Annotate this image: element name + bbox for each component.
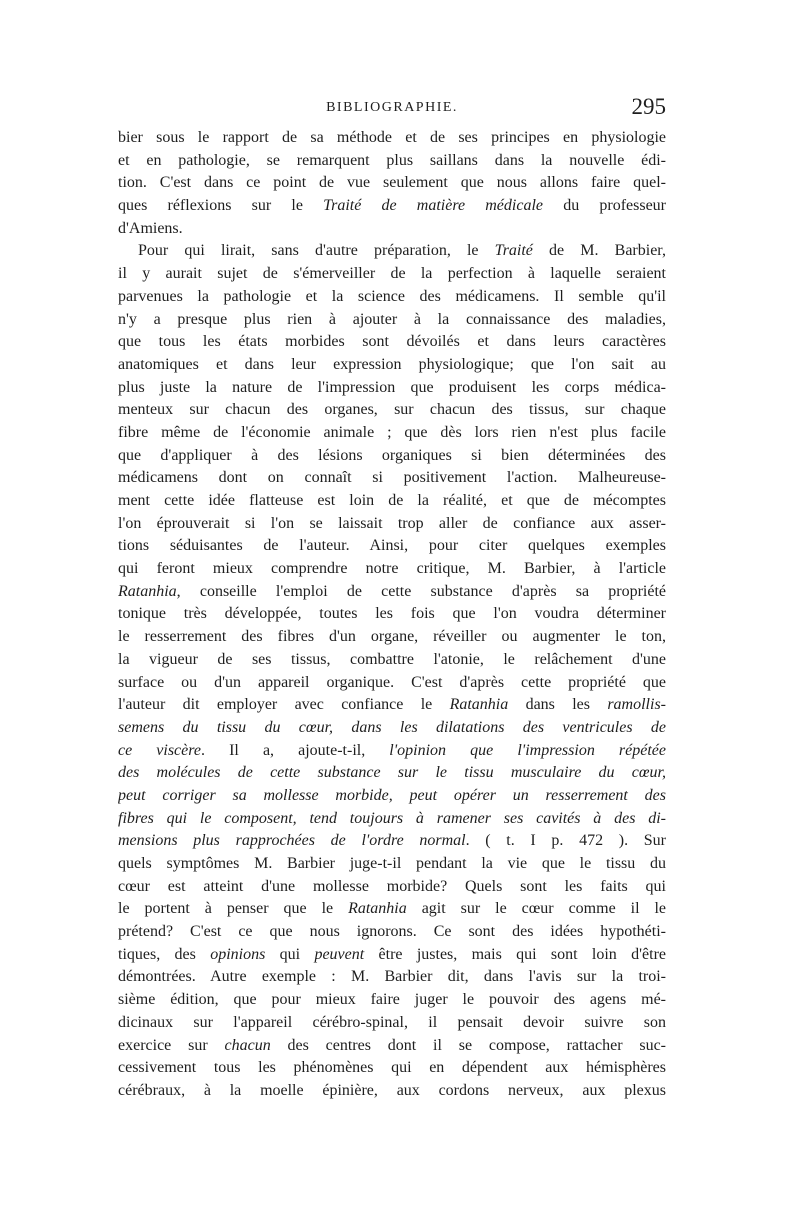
text-segment: sième édition, que pour mieux faire juger le pouvoir des agens mé- — [118, 991, 666, 1009]
text-segment: l'on éprouverait si l'on se laissait trop aller de confiance aux asser- — [118, 514, 666, 532]
text-segment: agit sur le cœur comme il le — [406, 900, 666, 918]
text-line — [118, 467, 666, 490]
text-line — [118, 354, 666, 377]
body-text — [118, 127, 666, 1103]
text-line — [118, 150, 666, 173]
running-title: BIBLIOGRAPHIE. — [326, 100, 458, 115]
text-segment: . ( t. I p. 472 ). Sur — [465, 832, 666, 850]
text-segment: prétend? C'est ce que nous ignorons. Ce sont des idées hypothéti- — [118, 923, 666, 941]
text-segment: cérébraux, à la moelle épinière, aux cordons nerveux, aux plexus — [118, 1081, 666, 1099]
text-segment: , conseille l'emploi de cette substance d'après sa propriété — [176, 582, 666, 600]
text-line — [118, 1035, 666, 1058]
text-segment: tion. C'est dans ce point de vue seulement que nous allons faire quel- — [118, 174, 666, 192]
text-segment: et en pathologie, se remarquent plus saillans dans la nouvelle édi- — [118, 151, 666, 169]
text-line — [118, 127, 666, 150]
text-segment: la vigueur de ses tissus, combattre l'atonie, le relâchement d'une — [118, 650, 666, 668]
text-segment: il y aurait sujet de s'émerveiller de la perfection à laquelle seraient — [118, 265, 666, 283]
italic-text: fibres qui le composent, tend toujours à ramener ses cavités à des di- — [118, 809, 666, 827]
text-segment: qui feront mieux comprendre notre critique, M. Barbier, à l'article — [118, 560, 666, 578]
italic-text: opinions — [210, 945, 266, 963]
text-segment: tions séduisantes de l'auteur. Ainsi, pour citer quelques exemples — [118, 537, 666, 555]
italic-text: Ratanhia — [449, 696, 509, 714]
text-line — [118, 558, 666, 581]
text-line — [118, 172, 666, 195]
text-segment: le resserrement des fibres d'un organe, réveiller ou augmenter le ton, — [118, 628, 666, 646]
text-line — [118, 853, 666, 876]
text-segment: démontrées. Autre exemple : M. Barbier dit, dans l'avis sur la troi- — [118, 968, 666, 986]
text-segment: menteux sur chacun des organes, sur chacun des tissus, sur chaque — [118, 401, 666, 419]
text-line — [118, 808, 666, 831]
running-header — [118, 94, 666, 124]
text-segment: médicamens dont on connaît si positivement l'action. Malheureuse- — [118, 469, 666, 487]
text-line — [118, 218, 666, 241]
text-line — [118, 240, 666, 263]
text-line — [118, 898, 666, 921]
text-line — [118, 422, 666, 445]
text-line — [118, 694, 666, 717]
page-number: 295 — [631, 94, 666, 119]
italic-text: mensions plus rapprochées de l'ordre normal — [118, 832, 466, 850]
text-segment: d'Amiens. — [118, 219, 183, 237]
text-line — [118, 399, 666, 422]
text-line — [118, 581, 666, 604]
text-line — [118, 717, 666, 740]
text-line — [118, 740, 666, 763]
text-line — [118, 286, 666, 309]
text-segment: que tous les états morbides sont dévoilés et dans leurs caractères — [118, 333, 666, 351]
italic-text: semens du tissu du cœur, dans les dilatations des ventricules de — [118, 718, 666, 736]
italic-text: ramollis- — [607, 696, 666, 714]
text-line — [118, 626, 666, 649]
text-line — [118, 1080, 666, 1103]
text-line — [118, 921, 666, 944]
italic-text: Ratanhia — [348, 900, 407, 918]
text-segment: anatomiques et dans leur expression physiologique; que l'on sait au — [118, 355, 666, 373]
text-line — [118, 649, 666, 672]
text-line — [118, 377, 666, 400]
text-line — [118, 762, 666, 785]
text-segment: fibre même de l'économie animale ; que dès lors rien n'est plus facile — [118, 423, 666, 441]
italic-text: Traité — [494, 242, 533, 260]
text-line — [118, 944, 666, 967]
text-segment: des centres dont il se compose, rattacher suc- — [270, 1036, 666, 1054]
text-line — [118, 1012, 666, 1035]
text-segment: Pour qui lirait, sans d'autre préparation, le — [138, 242, 495, 260]
text-segment: cœur est atteint d'une mollesse morbide? Quels sont les faits qui — [118, 877, 666, 895]
text-line — [118, 876, 666, 899]
text-line — [118, 513, 666, 536]
text-segment: dicinaux sur l'appareil cérébro-spinal, il pensait devoir suivre son — [118, 1013, 666, 1031]
text-line — [118, 535, 666, 558]
text-line — [118, 263, 666, 286]
text-line — [118, 490, 666, 513]
italic-text: peuvent — [314, 945, 365, 963]
text-segment: ques réflexions sur le — [118, 197, 324, 215]
italic-text: l'opinion que l'impression répétée — [389, 741, 666, 759]
text-segment: surface ou d'un appareil organique. C'est d'après cette propriété que — [118, 673, 666, 691]
text-line — [118, 331, 666, 354]
italic-text: peut corriger sa mollesse morbide, peut opérer un resserrement des — [118, 786, 666, 804]
text-segment: quels symptômes M. Barbier juge-t-il pendant la vie que le tissu du — [118, 855, 666, 872]
italic-text: des molécules de cette substance sur le tissu musculaire du cœur, — [118, 764, 666, 782]
text-line — [118, 445, 666, 468]
text-segment: le portent à penser que le — [118, 900, 349, 918]
text-line — [118, 603, 666, 626]
text-segment: parvenues la pathologie et la science des médicamens. Il semble qu'il — [118, 287, 666, 305]
text-line — [118, 195, 666, 218]
text-segment: cessivement tous les phénomènes qui en dépendent aux hémisphères — [118, 1059, 666, 1077]
text-segment: dans les — [508, 696, 608, 714]
text-line — [118, 309, 666, 332]
text-segment: plus juste la nature de l'impression que produisent les corps médica- — [118, 378, 666, 396]
text-segment: que d'appliquer à des lésions organiques si bien déterminées des — [118, 446, 666, 464]
text-segment: exercice sur — [118, 1036, 225, 1054]
text-line — [118, 672, 666, 695]
text-line — [118, 989, 666, 1012]
italic-text: Traité de matière médicale — [323, 197, 544, 215]
text-line — [118, 830, 666, 853]
text-segment: être justes, mais qui sont loin d'être — [364, 945, 666, 963]
italic-text: Ratanhia — [118, 582, 177, 600]
text-segment: n'y a presque plus rien à ajouter à la connaissance des maladies, — [118, 310, 666, 328]
text-segment: l'auteur dit employer avec confiance le — [118, 696, 450, 714]
text-segment: ment cette idée flatteuse est loin de la réalité, et que de mécomptes — [118, 492, 666, 509]
text-segment: de M. Barbier, — [532, 242, 666, 260]
text-segment: du professeur — [543, 197, 666, 215]
text-line — [118, 785, 666, 808]
text-segment: tiques, des — [118, 945, 211, 963]
text-segment: . Il a, ajoute-t-il, — [201, 741, 390, 759]
italic-text: ce viscère — [118, 741, 201, 759]
text-line — [118, 966, 666, 989]
italic-text: chacun — [224, 1036, 271, 1054]
text-segment: tonique très développée, toutes les fois que l'on voudra déterminer — [118, 605, 666, 623]
text-segment: qui — [265, 945, 315, 963]
text-line — [118, 1057, 666, 1080]
text-segment: bier sous le rapport de sa méthode et de ses principes en physiologie — [118, 129, 666, 146]
